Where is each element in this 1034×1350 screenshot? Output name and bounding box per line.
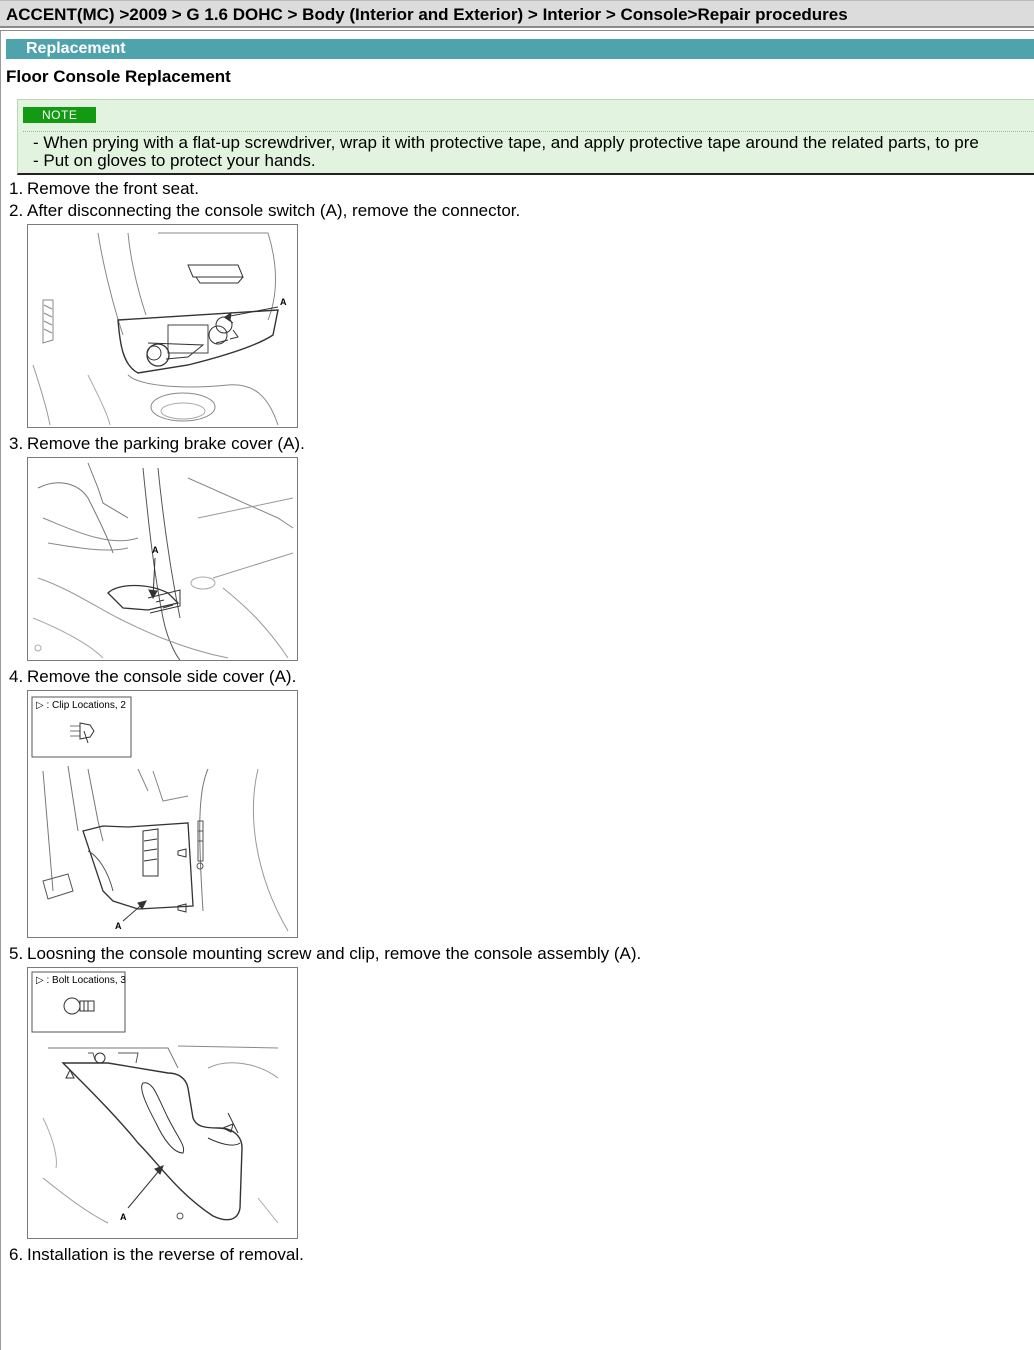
- note-line: - Put on gloves to protect your hands.: [33, 151, 316, 170]
- callout-label: A: [115, 921, 122, 931]
- step-number: 3.: [9, 434, 24, 453]
- step-text: Remove the front seat.: [27, 179, 199, 198]
- inset-legend: ▷ : Clip Locations, 2: [36, 700, 126, 711]
- step-1: [9, 179, 199, 199]
- console-side-cover-illustration: [27, 690, 298, 938]
- step-text: Installation is the reverse of removal.: [27, 1245, 304, 1264]
- callout-label: A: [280, 297, 287, 307]
- breadcrumb: ACCENT(MC) >2009 > G 1.6 DOHC > Body (Interior and Exterior) > Interior > Console>Repair procedures: [0, 0, 1034, 28]
- step-number: 5.: [9, 944, 24, 963]
- breadcrumb-divider: [0, 30, 1034, 31]
- note-line: - When prying with a flat-up screwdriver, wrap it with protective tape, and apply protective tape around the related parts, to pre: [33, 133, 979, 152]
- step-text: Remove the console side cover (A).: [27, 667, 297, 686]
- note-divider: [23, 131, 1034, 132]
- page-left-border: [0, 31, 1, 1350]
- step-4: [9, 667, 296, 687]
- inset-legend: ▷ : Bolt Locations, 3: [36, 975, 126, 986]
- step-number: 2.: [9, 201, 24, 220]
- step-number: 1.: [9, 179, 24, 198]
- step-text: Remove the parking brake cover (A).: [27, 434, 305, 453]
- page-title: Floor Console Replacement: [6, 67, 231, 86]
- step-5: [9, 944, 641, 964]
- step-3: [9, 434, 305, 454]
- step-2: [9, 201, 520, 221]
- console-switch-illustration: [27, 224, 298, 428]
- note-box: [17, 99, 1034, 175]
- step-number: 6.: [9, 1245, 24, 1264]
- callout-label: A: [152, 545, 159, 555]
- step-6: [9, 1245, 304, 1265]
- step-number: 4.: [9, 667, 24, 686]
- console-assembly-illustration: [27, 967, 298, 1239]
- note-badge: NOTE: [23, 107, 96, 123]
- section-heading: Replacement: [6, 39, 1034, 59]
- step-text: After disconnecting the console switch (A), remove the connector.: [27, 201, 521, 220]
- callout-label: A: [120, 1212, 127, 1222]
- step-text: Loosning the console mounting screw and clip, remove the console assembly (A).: [27, 944, 642, 963]
- parking-brake-cover-illustration: [27, 457, 298, 661]
